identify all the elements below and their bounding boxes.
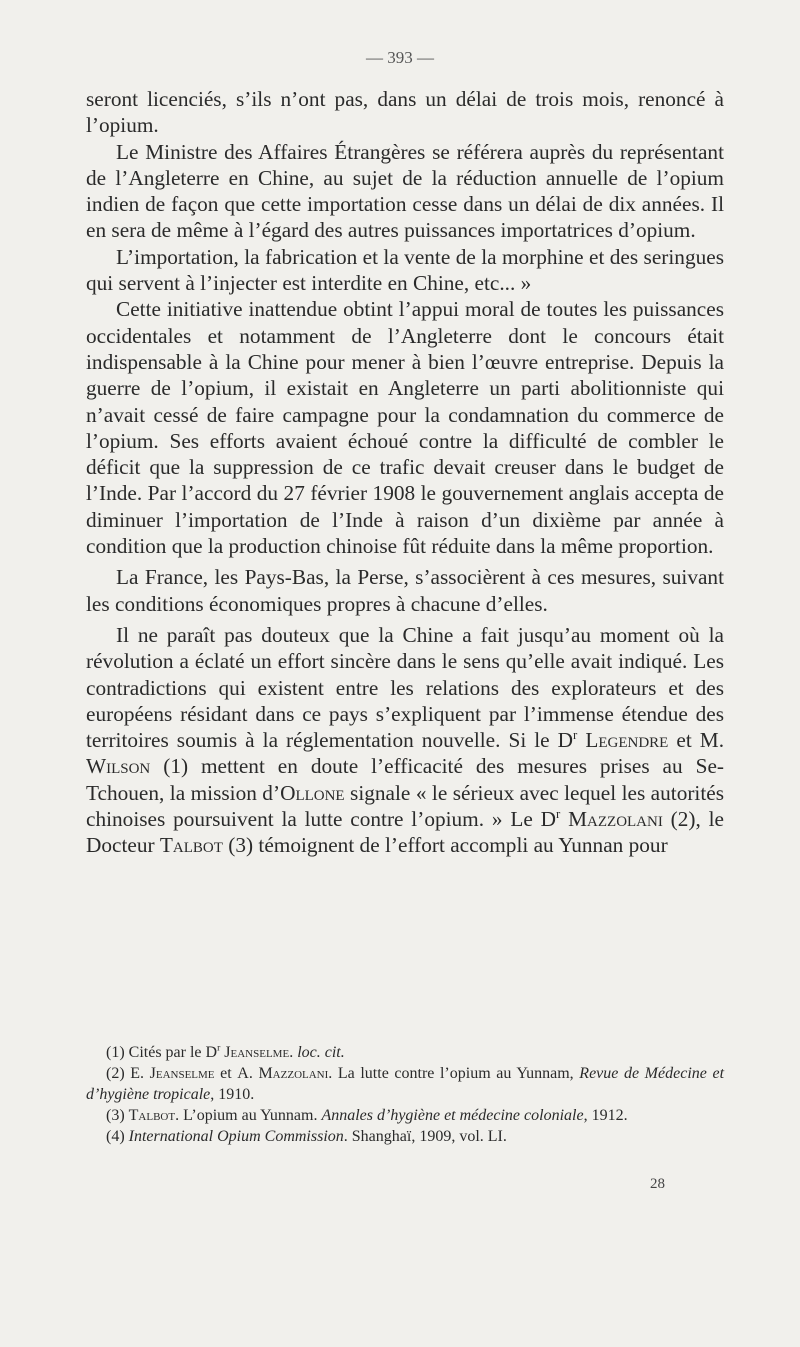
author-name: Jeanselme — [220, 1044, 290, 1061]
text-run: . — [289, 1044, 298, 1061]
text-run: , 1910. — [210, 1086, 255, 1103]
paragraph: seront licenciés, s’ils n’ont pas, dans un délai de trois mois, renoncé à l’opium. — [86, 87, 724, 138]
author-name: Talbot — [159, 833, 223, 858]
author-name: A. Mazzolani — [237, 1065, 329, 1082]
author-name: Mazzolani — [568, 807, 663, 832]
title-dr: D — [540, 807, 557, 832]
text-run: (2) — [106, 1065, 131, 1082]
text-run: (1) Cités par le — [106, 1044, 206, 1061]
text-run: (3) témoignent de l’effort accompli au Yunnan pour — [222, 833, 668, 858]
text-run: signale « le sérieux avec lequel les autorités chinoises poursuivent la lutte contre l’opium. » Le — [86, 780, 725, 832]
text-run: et M. — [668, 728, 725, 753]
text-run: , 1912. — [583, 1107, 628, 1124]
journal-title: Revue de Médecine et d’hygiène tropicale — [86, 1065, 725, 1103]
paragraph: Le Ministre des Affaires Étrangères se référera auprès du représentant de l’Angleterre en Chine, au sujet de la réduction annuelle de l’opium indien de façon que cette importation cesse dans un délai de dix années. Il en sera de même à l’égard des autres puissances importatrices d’opium. — [86, 139, 724, 243]
footnote-2 — [86, 1063, 724, 1105]
journal-title: Annales d’hygiène et médecine coloniale — [321, 1107, 584, 1124]
author-name: E. Jeanselme — [130, 1065, 215, 1082]
text-run: et — [214, 1065, 238, 1082]
text-run: (4) — [106, 1128, 129, 1145]
author-name: Legendre — [585, 728, 669, 753]
body-text — [86, 86, 724, 859]
text-run: Il ne paraît pas douteux que la Chine a fait jusqu’au moment où la révolution a éclaté un effort sincère dans le sens qu’elle avait indiqué. Les contradictions qui existent entre les relations des explorateurs et des européens résidant dans ce pays s’expliquent par l’immense étendue des territoires soumis à la réglementation nouvelle. Si le — [86, 622, 724, 753]
title-dr-sup: r — [573, 728, 578, 743]
paragraph — [86, 622, 724, 859]
text-run: . L’opium au Yunnam. — [175, 1107, 322, 1124]
footnote-4 — [86, 1126, 724, 1147]
text-run: (2), le Docteur — [86, 807, 724, 858]
footnote-1 — [86, 1042, 724, 1063]
paragraph: Cette initiative inattendue obtint l’appui moral de toutes les puissances occidentales et notamment de l’Angleterre dont le concours était indispensable à la Chine pour mener à bien l’œuvre entreprise. Depuis la guerre de l’opium, il existait en Angleterre un parti abolitionniste qui n’avait cessé de faire campagne pour la condamnation du commerce de l’opium. Ses efforts avaient échoué contre la difficulté de combler le déficit que la suppression de ce trafic devait creuser dans le budget de l’Inde. Par l’accord du 27 février 1908 le gouvernement anglais accepta de diminuer l’importation de l’Inde à raison d’un dixième par année à condition que la production chinoise fût réduite dans la même proportion. — [86, 297, 724, 559]
text-run: . La lutte contre l’opium au Yunnam, — [328, 1065, 580, 1082]
title-dr: D — [205, 1044, 218, 1061]
author-name: Ollone — [280, 780, 345, 805]
paragraph: L’importation, la fabrication et la vente de la morphine et des seringues qui servent à l’injecter est interdite en Chine, etc... » — [86, 244, 724, 296]
footnotes — [86, 1042, 724, 1147]
author-name: Wilson — [86, 754, 151, 779]
publication-title: International Opium Commission — [128, 1128, 344, 1145]
text-run: (3) — [106, 1107, 129, 1124]
title-dr: D — [557, 728, 574, 753]
text-run: . Shanghaï, 1909, vol. LI. — [343, 1128, 507, 1145]
citation-italic: loc. cit. — [297, 1044, 345, 1061]
title-dr-sup: r — [217, 1042, 221, 1054]
page-number: — 393 — — [366, 48, 434, 67]
text-run: (1) mettent en doute l’efficacité des mesures prises au Se-Tchouen, la mission d’ — [86, 754, 724, 805]
footnote-3 — [86, 1105, 724, 1126]
signature-mark: 28 — [650, 1176, 665, 1192]
paragraph: La France, les Pays-Bas, la Perse, s’associèrent à ces mesures, suivant les conditions économiques propres à chacune d’elles. — [86, 565, 724, 616]
title-dr-sup: r — [556, 806, 561, 821]
author-name: Talbot — [128, 1107, 176, 1124]
